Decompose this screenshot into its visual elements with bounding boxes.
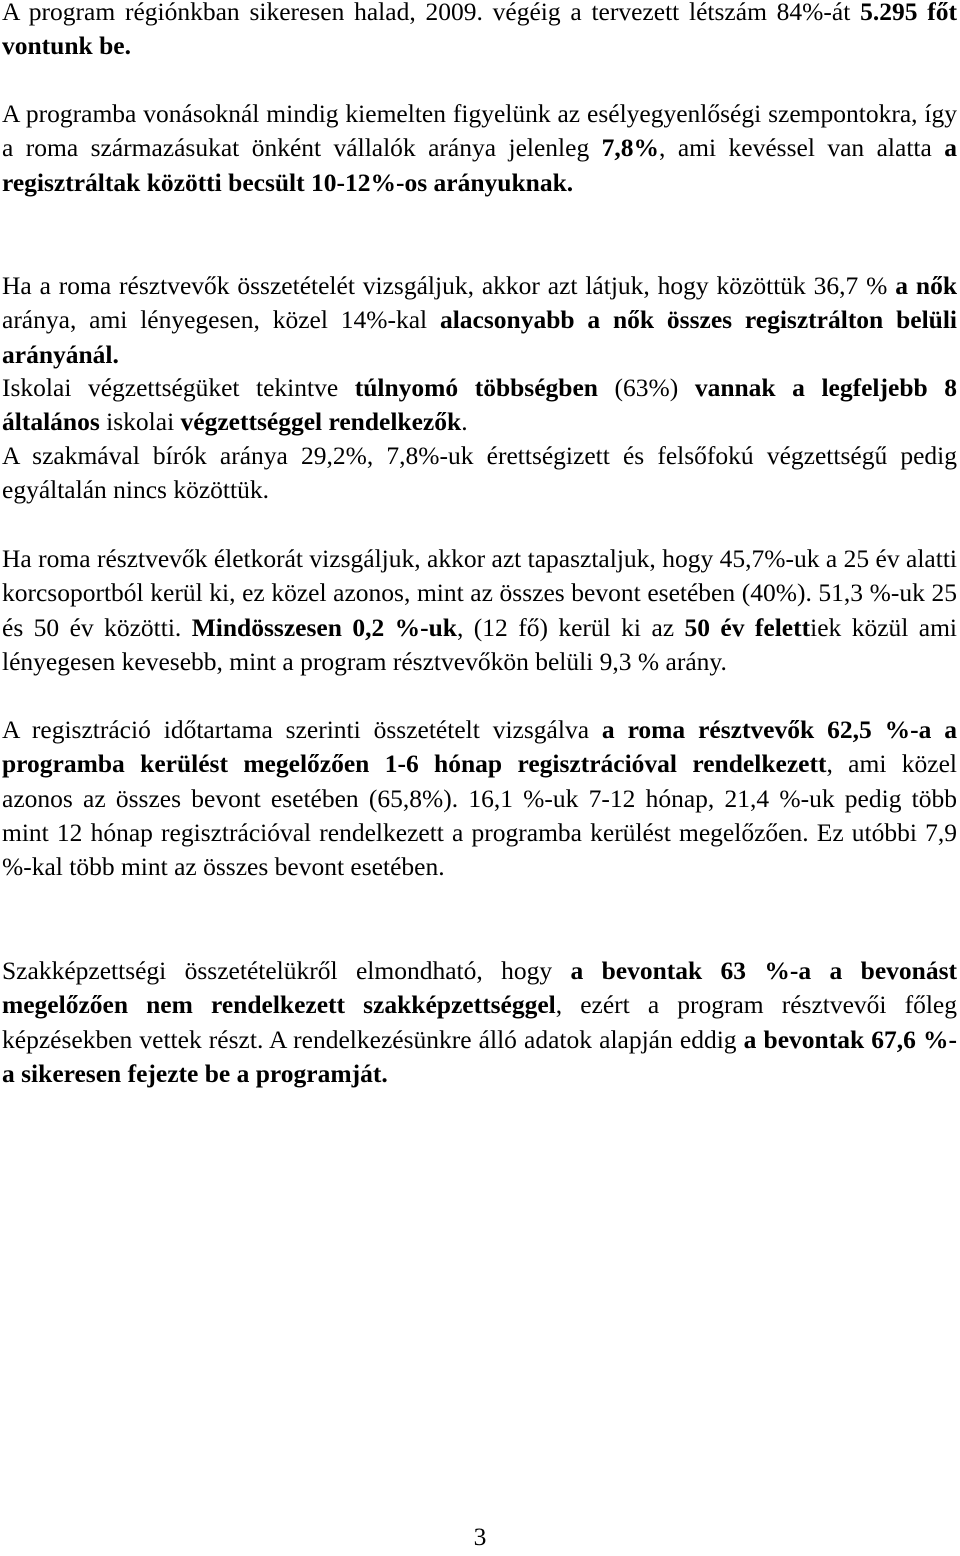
- text-run: , ezért a program résztvevői főleg képzésekben vettek részt. A rendelkezésünkre álló adatok alapján eddig: [2, 990, 957, 1054]
- bold-text-run: a bevontak 63 %-a a bevonást megelőzően nem rendelkezett szakképzettséggel: [2, 956, 958, 1020]
- text-run: Ha a roma résztvevők összetételét vizsgáljuk, akkor azt látjuk, hogy közöttük 36,7 %: [2, 271, 896, 300]
- bold-text-run: alacsonyabb a nők összes regisztrálton belüli arányánál.: [2, 305, 958, 369]
- text-run: A szakmával bírók aránya 29,2%, 7,8%-uk érettségizett és felsőfokú végzettségű pedig egyáltalán nincs közöttük.: [2, 441, 957, 505]
- paragraph-equal-opportunity: [2, 97, 957, 200]
- text-run: , ami kevéssel van alatta: [659, 133, 945, 163]
- text-run: A regisztráció időtartama szerinti összetételt vizsgálva: [2, 715, 602, 744]
- paragraph-profession: [2, 439, 957, 508]
- text-run: iskolai: [99, 407, 181, 437]
- text-run: .: [461, 407, 468, 437]
- text-run: , (12 fő) kerül ki az: [456, 612, 685, 642]
- bold-text-run: a roma résztvevők 62,5 %-a a programba kerülést megelőzően 1-6 hónap regisztrációval rendelkezett: [2, 715, 957, 779]
- bold-text-run: 50 év felett: [684, 612, 811, 642]
- text-run: Ha roma résztvevők életkorát vizsgáljuk, akkor azt tapasztaljuk, hogy 45,7%-uk a 25 év alatti korcsoportból kerül ki, ez közel azonos, mint az összes bevont esetében (40%). 51,3 %-uk 25 és 50 év közötti.: [2, 544, 957, 642]
- paragraph-education: [2, 371, 957, 440]
- paragraph-qualification: [2, 954, 957, 1091]
- paragraph-program-progress: [2, 0, 957, 64]
- text-run: (63%): [597, 373, 695, 402]
- bold-text-run: Mindösszesen 0,2 %-uk: [191, 612, 457, 642]
- text-run: Szakképzettségi összetételükről elmondható, hogy: [2, 956, 571, 985]
- text-run: Iskolai végzettségüket tekintve: [2, 373, 355, 402]
- text-run: A program régiónkban sikeresen halad, 2009. végéig a tervezett létszám 84%-át: [2, 0, 861, 26]
- paragraph-registration-duration: [2, 713, 957, 884]
- bold-text-run: a bevontak 67,6 %-a sikeresen fejezte be a programját.: [2, 1024, 957, 1088]
- text-run: aránya, ami lényegesen, közel 14%-kal: [2, 305, 440, 335]
- text-run: A programba vonásoknál mindig kiemelten figyelünk az esélyegyenlőségi szempontokra, így a roma származásukat önként vállalók aránya jelenleg: [2, 99, 957, 163]
- bold-text-run: 5.295 főt vontunk be.: [2, 0, 957, 61]
- bold-text-run: vannak a legfeljebb 8 általános: [2, 373, 957, 437]
- bold-text-run: végzettséggel rendelkezők: [180, 407, 462, 437]
- bold-text-run: a nők: [895, 271, 957, 300]
- bold-text-run: 7,8%: [601, 133, 660, 163]
- text-run: , ami közel azonos az összes bevont esetében (65,8%). 16,1 %-uk 7-12 hónap, 21,4 %-uk pedig több mint 12 hónap regisztrációval rendelkezett a programba kerülést megelőzően. Ez utóbbi 7,9 %-kal több mint az összes bevont esetében.: [2, 749, 957, 882]
- bold-text-run: a regisztráltak közötti becsült 10-12%-os arányuknak.: [2, 133, 958, 197]
- paragraph-age: [2, 542, 957, 679]
- paragraph-women-share: [2, 269, 957, 372]
- text-run: iek közül ami lényegesen kevesebb, mint a program résztvevőkön belüli 9,3 % arány.: [2, 612, 958, 676]
- page-number: 3: [473, 1522, 487, 1551]
- bold-text-run: túlnyomó többségben: [354, 373, 598, 402]
